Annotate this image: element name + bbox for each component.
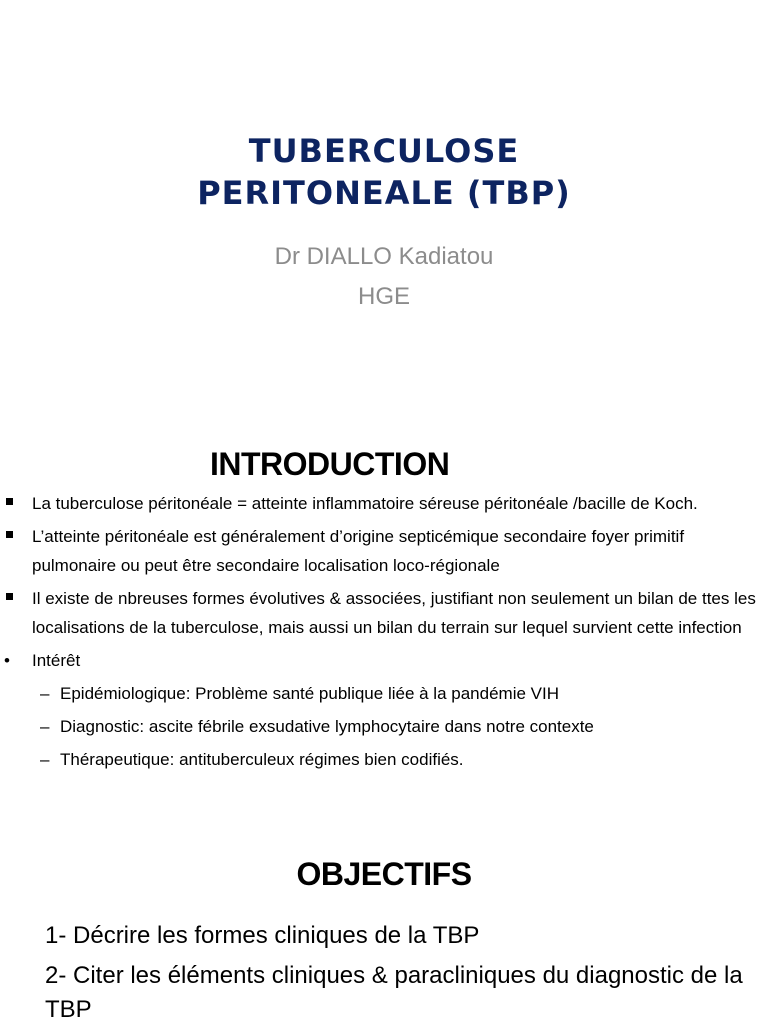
sub-list-item-text: Diagnostic: ascite fébrile exsudative lymphocytaire dans notre contexte bbox=[60, 717, 594, 736]
sub-list-item bbox=[0, 712, 760, 741]
square-bullet-icon bbox=[6, 498, 13, 505]
author-name: Dr DIALLO Kadiatou bbox=[274, 243, 494, 270]
department-name: HGE bbox=[357, 283, 410, 310]
introduction-list bbox=[0, 489, 768, 778]
square-bullet-icon bbox=[6, 531, 13, 538]
objective-item: 1- Décrire les formes cliniques de la TBP bbox=[45, 922, 480, 949]
slide-title-line-2: PERITONEALE (TBP) bbox=[197, 174, 571, 212]
square-bullet-icon bbox=[6, 593, 13, 600]
list-item-text: L’atteinte péritonéale est généralement d’origine septicémique secondaire foyer primitif pulmonaire ou peut être secondaire localisation loco-régionale bbox=[32, 527, 685, 575]
list-item-text: Il existe de nbreuses formes évolutives & associées, justifiant non seulement un bilan de ttes les localisations de la tuberculose, mais aussi un bilan du terrain sur lequel survient cette infection bbox=[32, 589, 756, 637]
introduction-heading: INTRODUCTION bbox=[210, 446, 450, 482]
round-bullet-icon: • bbox=[4, 651, 10, 670]
sub-list-item bbox=[0, 679, 760, 708]
list-item-text: Intérêt bbox=[32, 651, 81, 670]
interest-sub-list bbox=[32, 679, 760, 774]
slide-subtitle bbox=[0, 237, 768, 317]
slide-title-line-1: TUBERCULOSE bbox=[248, 132, 520, 170]
list-item bbox=[0, 522, 768, 580]
sub-list-item-text: Thérapeutique: antituberculeux régimes bien codifiés. bbox=[60, 750, 464, 769]
objectives-heading: OBJECTIFS bbox=[296, 856, 472, 892]
slide-title bbox=[0, 130, 768, 214]
sub-list-item-text: Epidémiologique: Problème santé publique liée à la pandémie VIH bbox=[60, 684, 559, 703]
list-item bbox=[0, 646, 768, 774]
dash-bullet-icon: – bbox=[40, 750, 50, 769]
list-item bbox=[0, 489, 768, 518]
list-item-text: La tuberculose péritonéale = atteinte inflammatoire séreuse péritonéale /bacille de Koch. bbox=[32, 494, 698, 513]
dash-bullet-icon: – bbox=[40, 717, 50, 736]
sub-list-item bbox=[0, 745, 760, 774]
list-item bbox=[0, 584, 768, 642]
dash-bullet-icon: – bbox=[40, 684, 50, 703]
objectives-list bbox=[45, 919, 745, 1033]
objective-item: 2- Citer les éléments cliniques & paracliniques du diagnostic de la TBP bbox=[45, 962, 743, 1023]
